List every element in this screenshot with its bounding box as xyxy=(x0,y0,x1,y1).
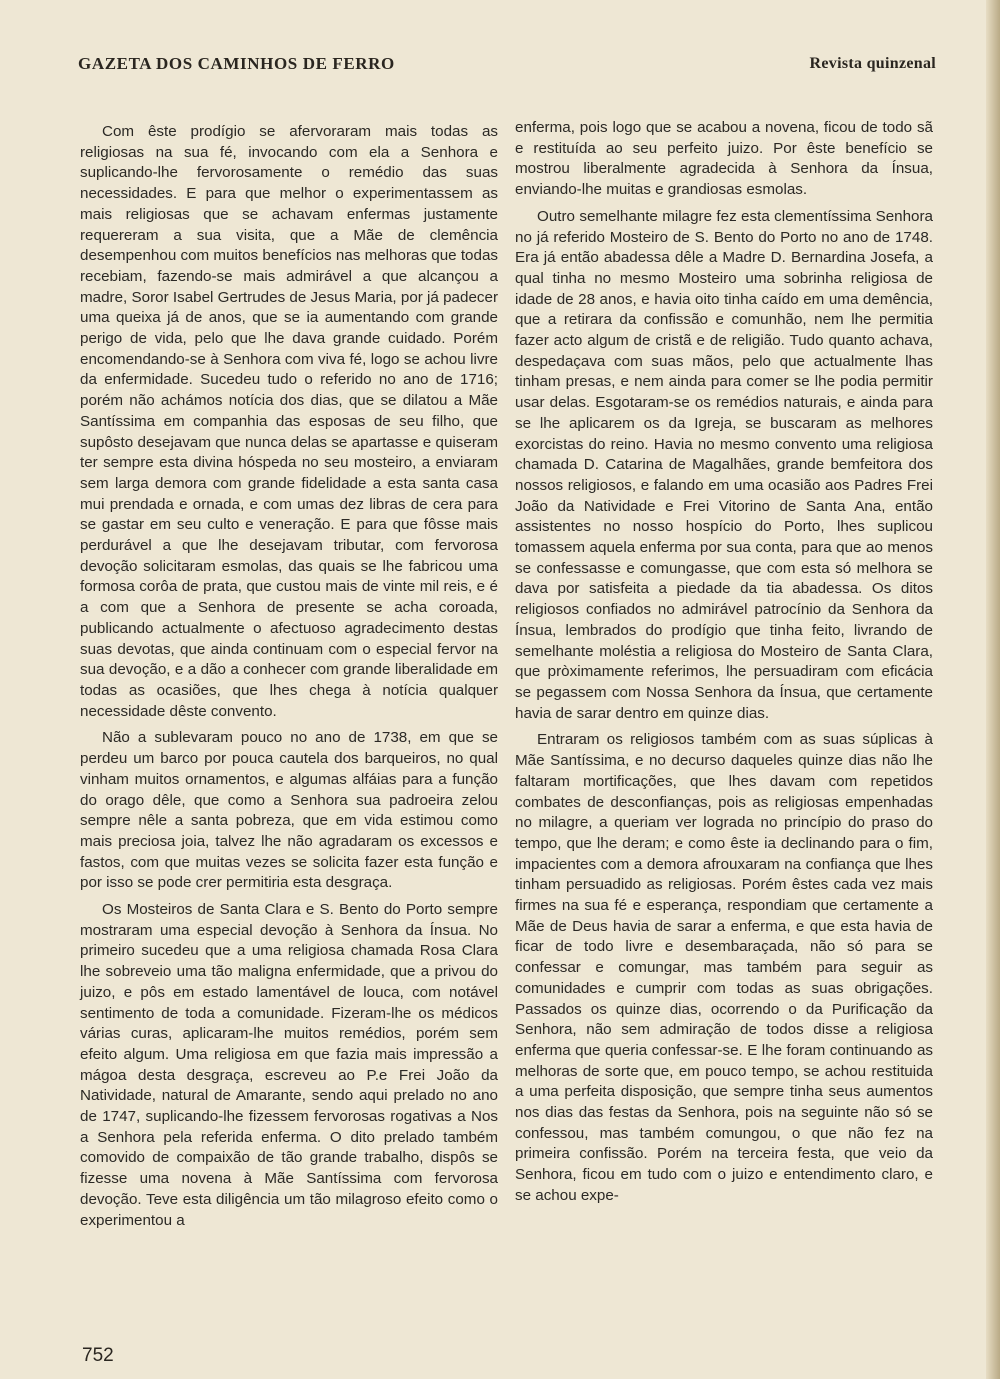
page-edge-shadow xyxy=(986,0,1000,1379)
paragraph: Não a sublevaram pouco no ano de 1738, em que se perdeu um barco por pouca cautela dos barqueiros, no qual vinham muitos ornamentos, e algumas alfáias para a função do orago dêle, que como a Senhora sua padroeira zelou sempre nêle a santa pobreza, que em vida estimou como mais preciosa joia, talvez lhe não agradaram os excessos e fastos, com que muitas vezes se solicita fazer esta função e por isso se pode crer permitiria esta desgraça. xyxy=(80,729,498,892)
journal-title: GAZETA DOS CAMINHOS DE FERRO xyxy=(78,54,395,73)
paragraph: enferma, pois logo que se acabou a novena, ficou de todo sã e restituída ao seu perfeito juizo. Por êste benefício se mostrou liberalmente agradecida à Senhora da Ínsua, enviando-lhe muitas e grandiosas esmolas. xyxy=(515,119,933,199)
text-column-right xyxy=(515,118,933,1213)
paragraph: Entraram os religiosos também com as suas súplicas à Mãe Santíssima, e no decurso daqueles quinze dias não lhe faltaram mortificações, que lhes davam com repetidos combates de desconfianças, pois as religiosas empenhadas no milagre, a queriam ver lograda no princípio do praso do tempo, que lhe deram; e como êste ia declinando para o fim, impacientes com a demora afrouxaram na confiança que lhes tinham persuadido as religiosas. Porém êstes cada vez mais firmes na sua fé e esperança, respondiam que certamente a Mãe de Deus havia de sarar a enferma, e que esta havia de ficar de todo livre e desembaraçada, não só para se confessar e comungar, mas também para seguir as comunidades e cumprir com todas as suas obrigações. Passados os quinze dias, ocorrendo o da Purificação da Senhora, não sem admiração de todos disse a religiosa enferma que queria confessar-se. E lhe foram continuando as melhoras de sorte que, em pouco tempo, se achou restituida a uma perfeita disposição, que sempre tinha seus aumentos nos dias das festas da Senhora, pois na seguinte não só se confessou, mas também comungou, o que não fez na primeira confissão. Porém na terceira festa, que veio da Senhora, ficou em tudo com o juizo e entendimento claro, e se achou expe- xyxy=(515,731,933,1204)
journal-subtitle: Revista quinzenal xyxy=(809,55,936,72)
paragraph: Com êste prodígio se afervoraram mais todas as religiosas na sua fé, invocando com ela a Senhora e suplicando-lhe fervorosamente o remédio das suas necessidades. E para que melhor o experimentassem as mais religiosas que se achavam enfermas justamente requereram a sua visita, que a Mãe de clemência desempenhou com muitos benefícios nas melhoras que todas recebiam, fazendo-se mais admirável a que alcançou a madre, Soror Isabel Gertrudes de Jesus Maria, por já padecer uma queixa já de anos, que se ia aumentando com grande perigo de vida, pelo que lhe dava grande cuidado. Porém encomendando-se à Senhora com viva fé, logo se achou livre da enfermidade. Sucedeu tudo o referido no ano de 1716; porém não achámos notícia dos dias, que se dilatou a Mãe Santíssima em companhia das esposas de seu filho, que supôsto desejavam que nunca delas se apartasse e quiseram ter sempre esta divina hóspeda no seu mosteiro, a enviaram sem larga demora com grande fidelidade a esta santa casa mui prendada e ornada, e com umas dez libras de cera para se gastar em seu culto e veneração. E para que fôsse mais perdurável a que lhe desejavam tributar, com fervorosa devoção solicitaram esmolas, das quais se lhe fabricou uma formosa corôa de prata, que custou mais de vinte mil reis, e é a com que a Senhora de presente se acha coroada, publicando actualmente o afectuoso agradecimento destas suas devotas, que ainda continuam com o especial fervor na sua devoção, e a dão a conhecer com grande liberalidade em todas as ocasiões, que lhes chega à notícia qualquer necessidade dêste convento. xyxy=(80,123,498,720)
paragraph: Os Mosteiros de Santa Clara e S. Bento do Porto sempre mostraram uma especial devoção à Senhora da Ínsua. No primeiro sucedeu que a uma religiosa chamada Rosa Clara lhe sobreveio uma tão maligna enfermidade, que a privou do juizo, e pôs em estado lamentável de louca, com notável sentimento de toda a comunidade. Fizeram-lhe os médicos várias curas, aplicaram-lhe muitos remédios, porém sem efeito algum. Uma religiosa em que fazia mais impressão a mágoa desta desgraça, escreveu ao P.e Frei João da Natividade, natural de Amarante, sendo aqui prelado no ano de 1747, suplicando-lhe fizessem fervorosas rogativas a Nos a Senhora pela referida enferma. O dito prelado também comovido de compaixão de tão grande trabalho, dispôs se fizesse uma novena à Mãe Santíssima com fervorosa devoção. Teve esta diligência um tão milagroso efeito como o experimentou a xyxy=(80,901,498,1229)
paragraph: Outro semelhante milagre fez esta clementíssima Senhora no já referido Mosteiro de S. Bento do Porto no ano de 1748. Era já então abadessa dêle a Madre D. Bernardina Josefa, a qual tinha no mesmo Mosteiro uma sobrinha religiosa de idade de 28 anos, e havia oito tinha caído em uma demência, que a retirara da confissão e comunhão, nem lhe permitia fazer acto algum de cristã e de religião. Tudo quanto achava, despedaçava com suas mãos, pelo que actualmente lhas tinham presas, e nem ainda para comer se lhe podia permitir usar delas. Esgotaram-se os remédios naturais, e ainda para se lhe aplicarem os da Igreja, se buscaram as melhores exorcistas do reino. Havia no mesmo convento uma religiosa chamada D. Catarina de Magalhães, grande bemfeitora dos nossos religiosos, e falando em uma ocasião aos Padres Frei João da Natividade e Frei Vitorino de Santa Ana, então assistentes no nosso hospício do Porto, lhes suplicou tomassem aquela enferma por sua conta, para que ao menos se confessasse e comungasse, que com esta só melhora se dava por satisfeita a piedade da tia abadessa. Os ditos religiosos confiados no admirável patrocínio da Senhora da Ínsua, lembrados do prodígio que tinha feito, livrando de semelhante moléstia a religiosa do Mosteiro de Santa Clara, que pròximamente referimos, lhe persuadiram com eficácia se pegassem com Nossa Senhora da Ínsua, que certamente havia de sarar dentro em quinze dias. xyxy=(515,207,933,722)
page-number: 752 xyxy=(82,1345,114,1366)
text-column-left xyxy=(80,122,498,1237)
